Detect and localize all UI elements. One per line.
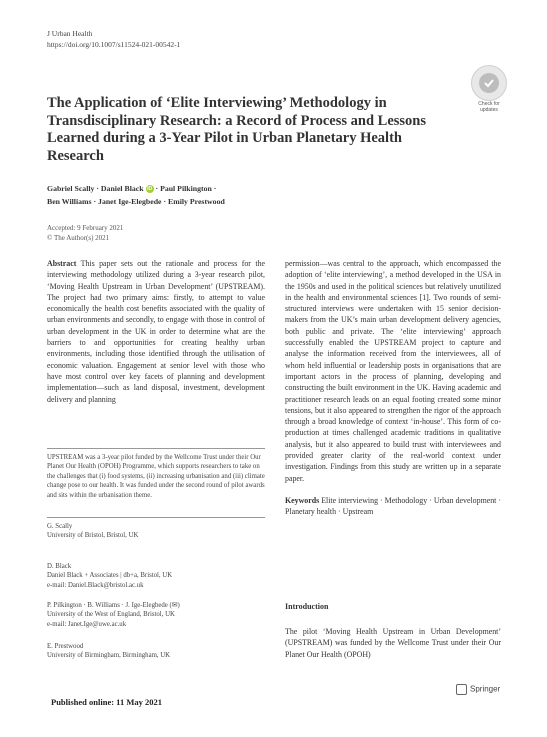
funding-note: UPSTREAM was a 3-year pilot funded by the Wellcome Trust under their Our Planet Our Health (OPOH) Programme, which supports researchers to take on the challenges that (i) food systems, (ii) increasing urbanisation and (iii) climate change pose to our health. It was funded under the second round of pilot awards and sits within the urbanisation theme. (47, 454, 265, 499)
abstract-text-right: permission—was central to the approach, which encompassed the adoption of ‘elite interviewing’, a method developed in the USA in the 1950s and used in the political sciences but relatively unutilized in the health and environmental sciences [1]. Two rounds of semi-structured interviews were undertaken with 15 senior decision-makers from the UK’s main urban development delivery agencies, both public and private. The ‘elite interviewing’ approach successfully enabled the UPSTREAM project to capture and analyse the information received from the interviewees, all of whom held influential or leadership posts in organisations that are important actors in the process of planning, developing and constructing the built environment in the UK. Having academic and practitioner research leads on an equal footing created some minor tensions, but it also appeared to strengthen the rigor of the approach through a broad knowledge of context ‘in-house’. This form of co-production at times challenged academic traditions in qualitative analysis, but it also appeared to build trust with interviewees and provided greater clarity of the real-world context under investigation. Findings from this study are written up in a separate paper. (285, 259, 501, 483)
introduction-text: The pilot ‘Moving Health Upstream in Urban Development’ (UPSTREAM) was funded by the Wellcome Trust under their Our Planet Our Health (OPOH) (285, 627, 501, 659)
affiliation-email[interactable]: e-mail: Daniel.Black@bristol.ac.uk (47, 581, 144, 589)
keywords-text: Elite interviewing · Methodology · Urban development · Planetary health · Upstream (285, 495, 501, 517)
springer-horse-icon (456, 684, 467, 695)
journal-name: J Urban Health (47, 29, 93, 38)
published-online: Published online: 11 May 2021 (51, 697, 162, 707)
article-dates (47, 223, 123, 243)
affiliation-line: University of the West of England, Bristol, UK (47, 611, 175, 619)
journal-doi[interactable]: https://doi.org/10.1007/s11524-021-00542-1 (47, 40, 181, 49)
affiliation-block-1 (47, 522, 265, 541)
publisher-logo (456, 684, 500, 695)
affiliation-block-3 (47, 601, 265, 629)
footnote-divider (47, 448, 265, 449)
abstract-text-left: This paper sets out the rationale and process for the interviewing methodology utilized during a 3-year research pilot, ‘Moving Health Upstream in Urban Development’ (UPSTREAM). The project had two primary aims: firstly, to attempt to value economically the health cost benefits associated with the quality of urban environments and secondly, to engage with those in control of urban development in the UK in order to determine what are the barriers to and opportunities for creating healthy urban environments, including those identified through the utilisation of economic valuation. Engagement at senior level with those who have most control over key facets of planning and development implementation—such as land disposal, investment, development delivery and planning (47, 259, 265, 404)
affiliation-line: Daniel Black + Associates | db+a, Bristol, UK (47, 572, 173, 580)
authors-part-1: Gabriel Scally · Daniel Black (47, 184, 144, 193)
affiliation-name: E. Prestwood (47, 643, 84, 650)
journal-header (47, 28, 180, 50)
affiliation-line: University of Bristol, Bristol, UK (47, 532, 139, 540)
affiliation-line: University of Birmingham, Birmingham, UK (47, 652, 171, 660)
orcid-icon[interactable]: iD (147, 186, 153, 193)
affiliation-block-4 (47, 642, 265, 661)
author-list (47, 182, 347, 208)
publisher-name: Springer (470, 684, 501, 694)
introduction-heading: Introduction (285, 602, 329, 611)
affiliation-block-2 (47, 562, 265, 590)
check-updates-icon[interactable] (471, 65, 507, 101)
affiliation-name: P. Pilkington · B. Williams · J. Ige-Elegbede (✉) (47, 602, 180, 609)
copyright-line: © The Author(s) 2021 (47, 234, 110, 242)
affiliation-name: D. Black (47, 563, 72, 570)
check-updates-label: Check for updates (478, 101, 500, 113)
paper-title: The Application of ‘Elite Interviewing’ Methodology in Transdisciplinary Research: a Record of Process and Lessons Learned during a 3-Year Pilot in Urban Planetary Health Research (47, 95, 427, 164)
left-column (47, 258, 265, 405)
accepted-date: Accepted: 9 February 2021 (47, 224, 124, 232)
keywords (285, 495, 501, 518)
keywords-label: Keywords (285, 495, 320, 505)
right-column (285, 258, 501, 518)
affiliation-name: G. Scally (47, 523, 73, 530)
abstract-left (47, 258, 265, 405)
affiliation-email[interactable]: e-mail: Janet.Ige@uwe.ac.uk (47, 620, 127, 628)
authors-part-2: · Paul Pilkington · (155, 184, 217, 193)
abstract-label: Abstract (47, 259, 77, 268)
affiliations-divider (47, 517, 265, 518)
authors-line-2: Ben Williams · Janet Ige-Elegbede · Emily Prestwood (47, 197, 225, 206)
